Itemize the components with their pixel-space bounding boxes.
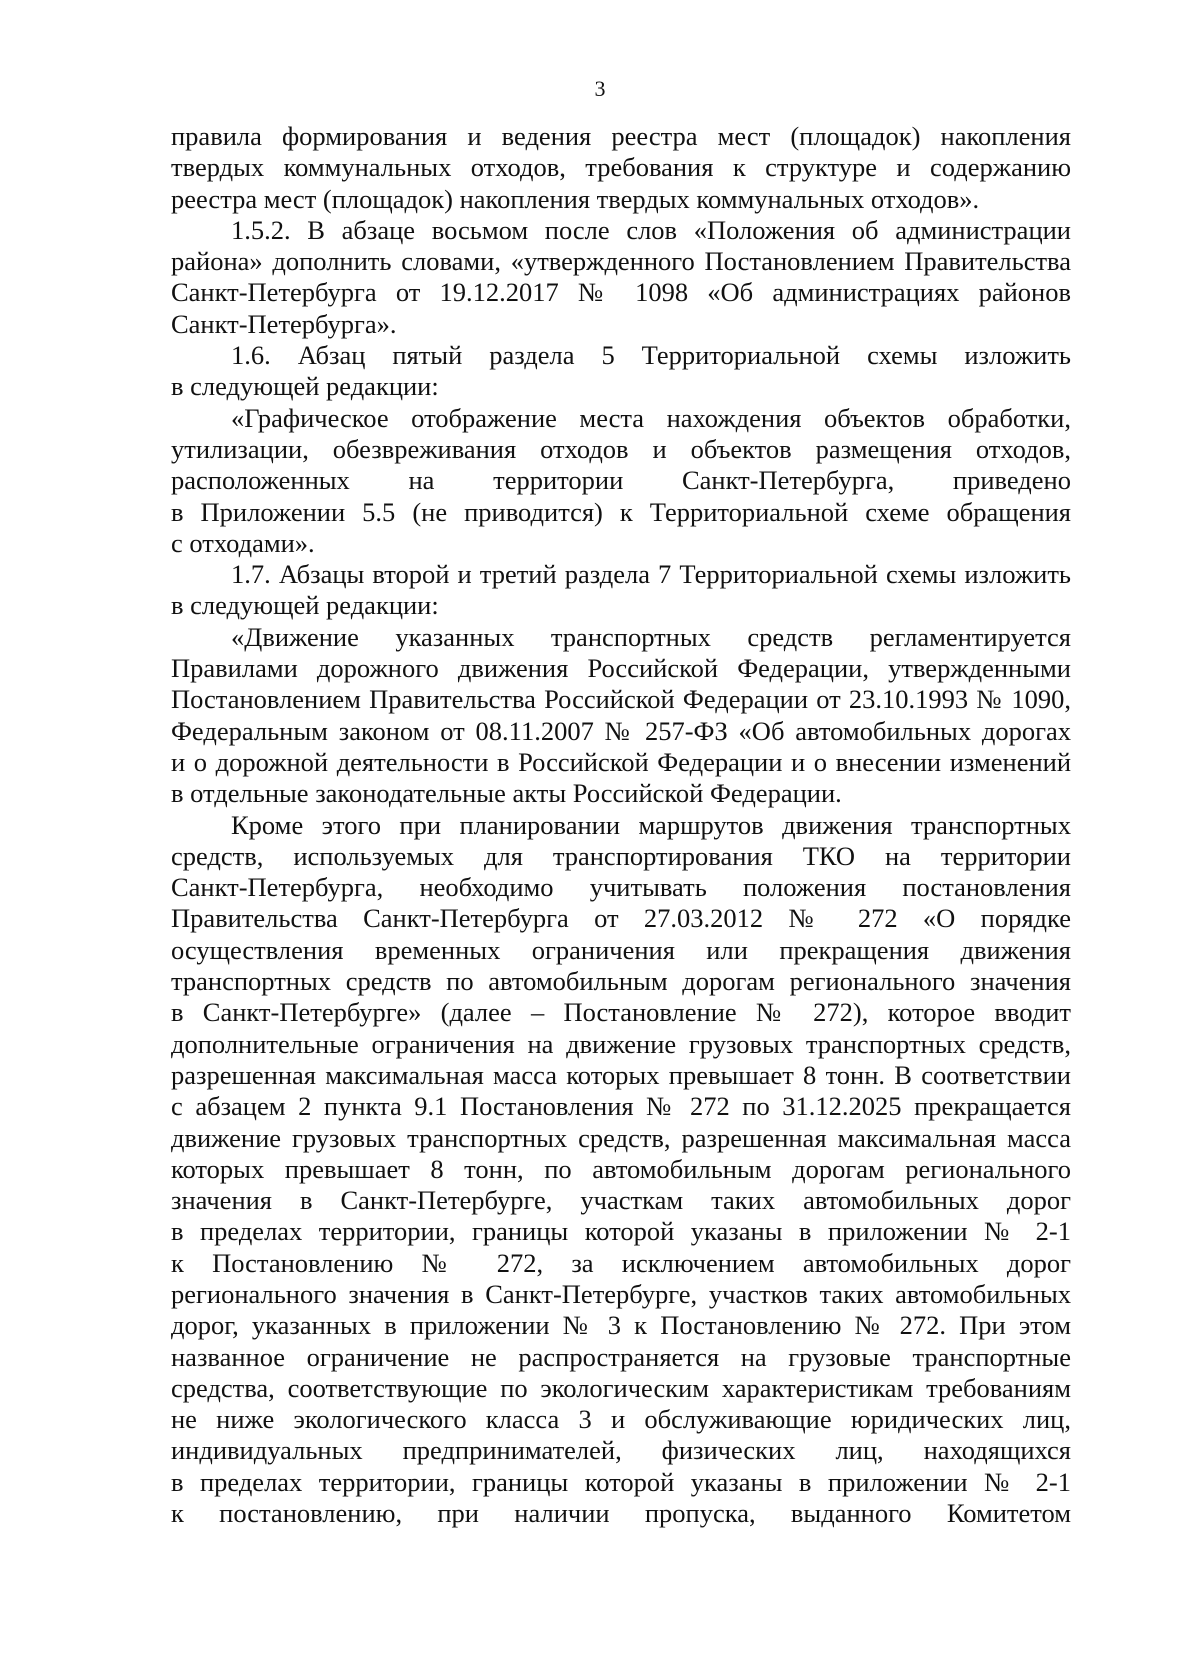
text-line: не ниже экологического класса 3 и обслуживающие юридических лиц,	[171, 1404, 1071, 1435]
text-line: в отдельные законодательные акты Российской Федерации.	[171, 778, 842, 809]
text-line: осуществления временных ограничения или прекращения движения	[171, 934, 1071, 965]
text-line: «Графическое отображение места нахождения объектов обработки,	[231, 402, 1071, 433]
text-line: твердых коммунальных отходов, требования к структуре и содержанию	[171, 152, 1071, 183]
text-line: в Приложении 5.5 (не приводится) к Территориальной схеме обращения	[171, 496, 1071, 527]
text-line: расположенных на территории Санкт-Петербурга, приведено	[171, 465, 1071, 496]
text-line: Санкт-Петербурга от 19.12.2017 № 1098 «Об администрациях районов	[171, 277, 1071, 308]
text-line: Санкт-Петербурга, необходимо учитывать положения постановления	[171, 872, 1071, 903]
text-line: к Постановлению № 272, за исключением автомобильных дорог	[171, 1247, 1071, 1278]
text-line: в Санкт-Петербурге» (далее – Постановление № 272), которое вводит	[171, 997, 1071, 1028]
text-line: значения в Санкт-Петербурге, участкам таких автомобильных дорог	[171, 1185, 1071, 1216]
text-line: разрешенная максимальная масса которых превышает 8 тонн. В соответствии	[171, 1059, 1071, 1090]
text-line: в следующей редакции:	[171, 590, 439, 621]
text-line: транспортных средств по автомобильным дорогам регионального значения	[171, 966, 1071, 997]
page-number: 3	[594, 76, 606, 101]
text-line: индивидуальных предпринимателей, физических лиц, находящихся	[171, 1435, 1071, 1466]
text-line: дополнительные ограничения на движение грузовых транспортных средств,	[171, 1028, 1071, 1059]
text-line: 1.5.2. В абзаце восьмом после слов «Положения об администрации	[231, 214, 1071, 245]
text-line: 1.7. Абзацы второй и третий раздела 7 Территориальной схемы изложить	[231, 559, 1071, 590]
document-body	[171, 121, 1071, 1529]
text-line: Санкт-Петербурга».	[171, 308, 397, 339]
text-line: Кроме этого при планировании маршрутов движения транспортных	[231, 809, 1071, 840]
text-line: средств, используемых для транспортирования ТКО на территории	[171, 840, 1071, 871]
text-line: в пределах территории, границы которой указаны в приложении № 2-1	[171, 1216, 1071, 1247]
text-line: Федеральным законом от 08.11.2007 № 257-ФЗ «Об автомобильных дорогах	[171, 715, 1071, 746]
text-line: 1.6. Абзац пятый раздела 5 Территориальной схемы изложить	[231, 340, 1071, 371]
text-line: правила формирования и ведения реестра мест (площадок) накопления	[171, 121, 1071, 151]
text-line: к постановлению, при наличии пропуска, выданного Комитетом	[171, 1498, 1071, 1529]
text-line: дорог, указанных в приложении № 3 к Постановлению № 272. При этом	[171, 1310, 1071, 1341]
text-line: в следующей редакции:	[171, 371, 439, 402]
text-line: которых превышает 8 тонн, по автомобильным дорогам регионального	[171, 1153, 1071, 1184]
text-line: в пределах территории, границы которой указаны в приложении № 2-1	[171, 1466, 1071, 1497]
text-line: «Движение указанных транспортных средств регламентируется	[231, 621, 1071, 652]
text-line: движение грузовых транспортных средств, разрешенная максимальная масса	[171, 1122, 1071, 1153]
text-line: средства, соответствующие по экологическим характеристикам требованиям	[171, 1372, 1071, 1403]
text-line: Правилами дорожного движения Российской Федерации, утвержденными	[171, 653, 1071, 684]
text-line: регионального значения в Санкт-Петербурге, участков таких автомобильных	[171, 1278, 1071, 1309]
text-line: района» дополнить словами, «утвержденного Постановлением Правительства	[171, 246, 1071, 277]
text-line: названное ограничение не распространяется на грузовые транспортные	[171, 1341, 1071, 1372]
text-line: Правительства Санкт-Петербурга от 27.03.2012 № 272 «О порядке	[171, 903, 1071, 934]
text-line: с абзацем 2 пункта 9.1 Постановления № 272 по 31.12.2025 прекращается	[171, 1091, 1071, 1122]
text-line: и о дорожной деятельности в Российской Федерации и о внесении изменений	[171, 746, 1071, 777]
text-line: с отходами».	[171, 527, 315, 558]
text-line: утилизации, обезвреживания отходов и объектов размещения отходов,	[171, 433, 1071, 464]
text-line: Постановлением Правительства Российской Федерации от 23.10.1993 № 1090,	[171, 684, 1071, 715]
text-line: реестра мест (площадок) накопления твердых коммунальных отходов».	[171, 183, 980, 214]
